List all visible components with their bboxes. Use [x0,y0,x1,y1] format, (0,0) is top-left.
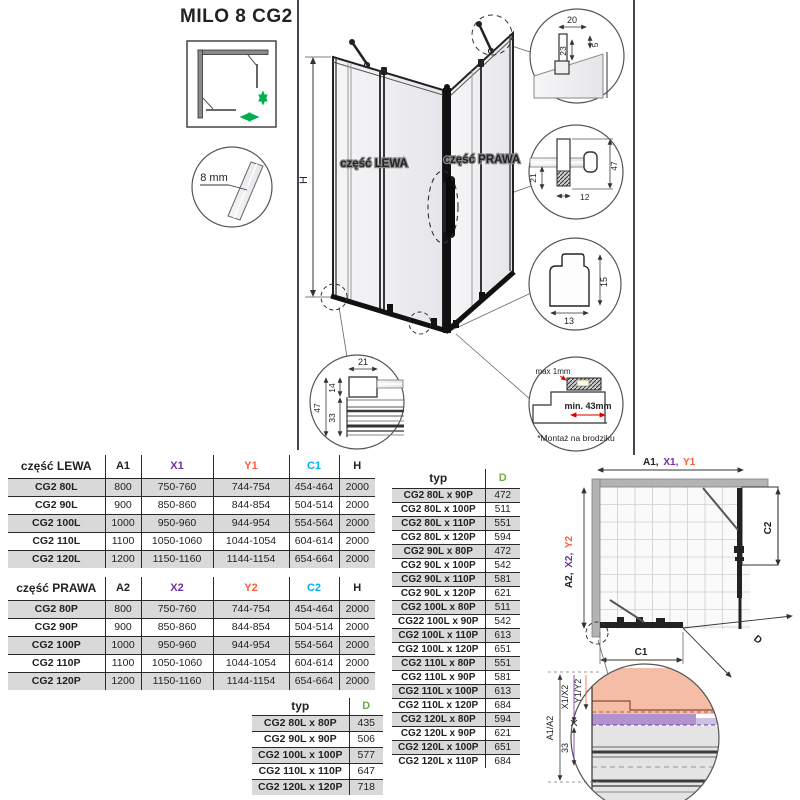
cell: CG2 90L x 100P [392,559,485,573]
plan-view [586,479,778,647]
table-row [8,619,375,637]
detail-x-label: X1/X2 [560,684,570,710]
cell: 594 [485,713,520,727]
cell: 750-760 [141,479,213,497]
cell: 744-754 [213,601,289,619]
cell: 647 [349,764,383,780]
cell: 684 [485,755,520,769]
cell: CG2 120L x 110P [392,755,485,769]
cell: 1050-1060 [141,533,213,551]
dim-13-label: 13 [563,316,575,326]
height-dimension [298,57,331,297]
table-row [392,615,520,629]
floor-detail-circle [545,664,720,800]
cell: CG2 100L x 120P [392,643,485,657]
cell: CG2 110L x 100P [392,685,485,699]
c2-label: C2 [763,521,774,535]
left-part-label: część LEWA [340,158,408,170]
column-header: H [339,455,375,479]
dim-a1: A1, [643,457,659,468]
cell: 1144-1154 [213,673,289,691]
table-row [392,685,520,699]
cell: 581 [485,573,520,587]
cell: 504-514 [289,497,339,515]
cell: CG2 80L x 110P [392,517,485,531]
rail-dim-33-label: 33 [327,413,337,423]
cell: CG2 110L x 120P [392,699,485,713]
cell: CG2 80L [8,479,105,497]
table-row [8,533,375,551]
column-header: typ [392,469,485,489]
cell: 1100 [105,655,141,673]
cell: CG2 90L x 110P [392,573,485,587]
dim-y1: Y1 [682,457,696,468]
detail-a-label: A1/A2 [545,715,555,741]
table-row [8,515,375,533]
cell: 1150-1160 [141,551,213,569]
cell: 744-754 [213,479,289,497]
dim-23-label: 23 [558,46,568,56]
dim-5-label: 5 [590,42,600,48]
cell: CG2 120P [8,673,105,691]
table-row [392,671,520,685]
table-row [252,764,383,780]
cell: 651 [485,643,520,657]
cell: CG2 90P [8,619,105,637]
cell: 718 [349,780,383,796]
header-row [8,577,375,601]
door-handle [443,176,455,238]
cell: 506 [349,732,383,748]
cell: 950-960 [141,515,213,533]
cell: 844-854 [213,497,289,515]
top-width-dimension [598,457,743,470]
table-row [8,673,375,691]
detail-33-label: 33 [560,742,570,754]
cell: 850-860 [141,619,213,637]
cell: 621 [485,727,520,741]
table-row [392,503,520,517]
cell: 800 [105,601,141,619]
column-header: D [485,469,520,489]
cell: CG2 90L x 80P [392,545,485,559]
table-row [392,629,520,643]
cell: 577 [349,748,383,764]
column-header: typ [252,698,349,716]
table-row [8,497,375,515]
cell: CG2 100L [8,515,105,533]
cell: 1144-1154 [213,551,289,569]
cell: 844-854 [213,619,289,637]
cell: 472 [485,545,520,559]
cell: 542 [485,615,520,629]
cell: 684 [485,699,520,713]
rail-dim-14-label: 14 [327,383,337,393]
cell: CG2 120L x 90P [392,727,485,741]
dim-21-label: 21 [528,173,538,183]
table-row [8,479,375,497]
max-gap-label: max 1mm [535,367,571,376]
cell: 604-614 [289,533,339,551]
cell: CG2 80L x 80P [252,716,349,732]
cell: CG2 120L x 80P [392,713,485,727]
table-right-part [8,577,375,690]
cell: 654-664 [289,551,339,569]
cell: CG2 110P [8,655,105,673]
cell: CG2 80L x 100P [392,503,485,517]
cell: 950-960 [141,637,213,655]
table-row [392,755,520,769]
cell: CG2 80P [8,601,105,619]
cell: 511 [485,503,520,517]
table-row [392,657,520,671]
table-row [392,741,520,755]
cell: CG2 100L x 110P [392,629,485,643]
cell: 900 [105,497,141,515]
cell: 1050-1060 [141,655,213,673]
cell: CG2 100P [8,637,105,655]
cell: CG22 100L x 90P [392,615,485,629]
table-row [392,489,520,503]
cell: 435 [349,716,383,732]
table-row [8,551,375,569]
table-row [252,732,383,748]
table-row [392,545,520,559]
cell: 944-954 [213,637,289,655]
cell: 2000 [339,673,375,691]
detail-circle-seal [529,238,621,330]
detail-y-label: Y1/Y2 [573,678,583,704]
table-row [392,587,520,601]
cell: CG2 100L x 80P [392,601,485,615]
cell: 2000 [339,497,375,515]
table-row [392,517,520,531]
cell: 511 [485,601,520,615]
column-header: część PRAWA [8,577,105,601]
dim-12-label: 12 [580,192,590,202]
cell: CG2 120L [8,551,105,569]
table-row [252,716,383,732]
cell: 621 [485,587,520,601]
column-header: C1 [289,455,339,479]
cell: CG2 100L x 100P [252,748,349,764]
cell: CG2 110L x 90P [392,671,485,685]
main-drawing [298,15,533,400]
cell: CG2 90L x 120P [392,587,485,601]
column-header: część LEWA [8,455,105,479]
left-glass-panels [333,57,443,331]
cell: CG2 120L x 120P [252,780,349,796]
cell: 604-614 [289,655,339,673]
header-row [252,698,383,716]
dim-x2: X2, [564,552,575,568]
cell: 750-760 [141,601,213,619]
min-width-label: min. 43mm [564,401,612,411]
cell: 1044-1054 [213,533,289,551]
dim-y2: Y2 [564,535,575,549]
table-row [392,573,520,587]
c1-dimension [600,632,683,664]
cell: 2000 [339,533,375,551]
cell: CG2 110L [8,533,105,551]
cell: 2000 [339,637,375,655]
table-row [252,780,383,796]
svg-text:A2, X2, Y2 [564,535,575,588]
rail-dim-47-label: 47 [312,403,322,413]
table-row [392,713,520,727]
cell: 542 [485,559,520,573]
left-height-dimension [564,488,584,628]
table-row [8,601,375,619]
cell: 1100 [105,533,141,551]
table-row [392,601,520,615]
cell: 900 [105,619,141,637]
column-header: Y2 [213,577,289,601]
detail-circle-bottom-rail [310,355,404,449]
detail-circle-top-bracket [530,9,624,103]
right-part-label: część PRAWA [443,154,521,166]
table-left-part [8,455,375,568]
cell: 2000 [339,619,375,637]
cell: 613 [485,685,520,699]
detail-circle-handle [528,125,623,219]
cell: 1044-1054 [213,655,289,673]
header-row [8,455,375,479]
svg-text:A1, X1, Y1 [643,457,696,468]
cell: 2000 [339,601,375,619]
cell: CG2 110L x 80P [392,657,485,671]
cell: 654-664 [289,673,339,691]
table-row [392,559,520,573]
column-header: A1 [105,455,141,479]
table-row [392,643,520,657]
cell: 651 [485,741,520,755]
height-dimension-label: H [298,176,310,184]
cell: 554-564 [289,515,339,533]
cell: CG2 90L x 90P [252,732,349,748]
dim-20-label: 20 [566,15,578,25]
dim-47-label: 47 [609,161,619,171]
table-row [8,637,375,655]
page-title: MILO 8 CG2 [180,6,293,27]
table-row [8,655,375,673]
column-header: C2 [289,577,339,601]
cell: 944-954 [213,515,289,533]
wall-left [592,479,600,637]
glass-thickness-label: 8 mm [200,172,228,184]
table-row [392,699,520,713]
d-label: D [751,633,764,647]
table-type-mixed [392,469,520,768]
cell: CG2 80L x 90P [392,489,485,503]
cell: 454-464 [289,601,339,619]
column-header: D [349,698,383,716]
cell: 613 [485,629,520,643]
dim-a2: A2, [564,572,575,589]
dim-15-label: 15 [599,276,609,288]
cell: 1200 [105,673,141,691]
cell: 2000 [339,515,375,533]
wall-top [595,479,768,487]
table-row [392,727,520,741]
cell: 1000 [105,515,141,533]
tray-mounting-note: *Montaż na brodziku [537,433,615,443]
column-header: Y1 [213,455,289,479]
cell: 581 [485,671,520,685]
column-header: X1 [141,455,213,479]
plan-icon [187,41,276,127]
column-header: H [339,577,375,601]
cell: 594 [485,531,520,545]
cell: CG2 110L x 110P [252,764,349,780]
cell: 551 [485,657,520,671]
detail-circle-tray [529,357,623,451]
cell: CG2 80L x 120P [392,531,485,545]
cell: 1150-1160 [141,673,213,691]
cell: 2000 [339,655,375,673]
cell: 2000 [339,551,375,569]
installation-schematic [540,450,800,800]
cell: CG2 90L [8,497,105,515]
column-header: X2 [141,577,213,601]
cell: 454-464 [289,479,339,497]
table-type-symmetric [252,698,383,795]
header-row [392,469,520,489]
cell: CG2 120L x 100P [392,741,485,755]
rail-dim-21-label: 21 [357,357,369,367]
cell: 2000 [339,479,375,497]
cell: 1200 [105,551,141,569]
column-header: A2 [105,577,141,601]
floor-layers [592,668,720,800]
dim-x1: X1, [663,457,679,468]
cell: 850-860 [141,497,213,515]
cell: 554-564 [289,637,339,655]
cell: 504-514 [289,619,339,637]
table-row [252,748,383,764]
table-row [392,531,520,545]
c1-label: C1 [634,647,648,658]
cell: 551 [485,517,520,531]
glass-thickness-detail [192,147,272,227]
cell: 472 [485,489,520,503]
cell: 800 [105,479,141,497]
cell: 1000 [105,637,141,655]
